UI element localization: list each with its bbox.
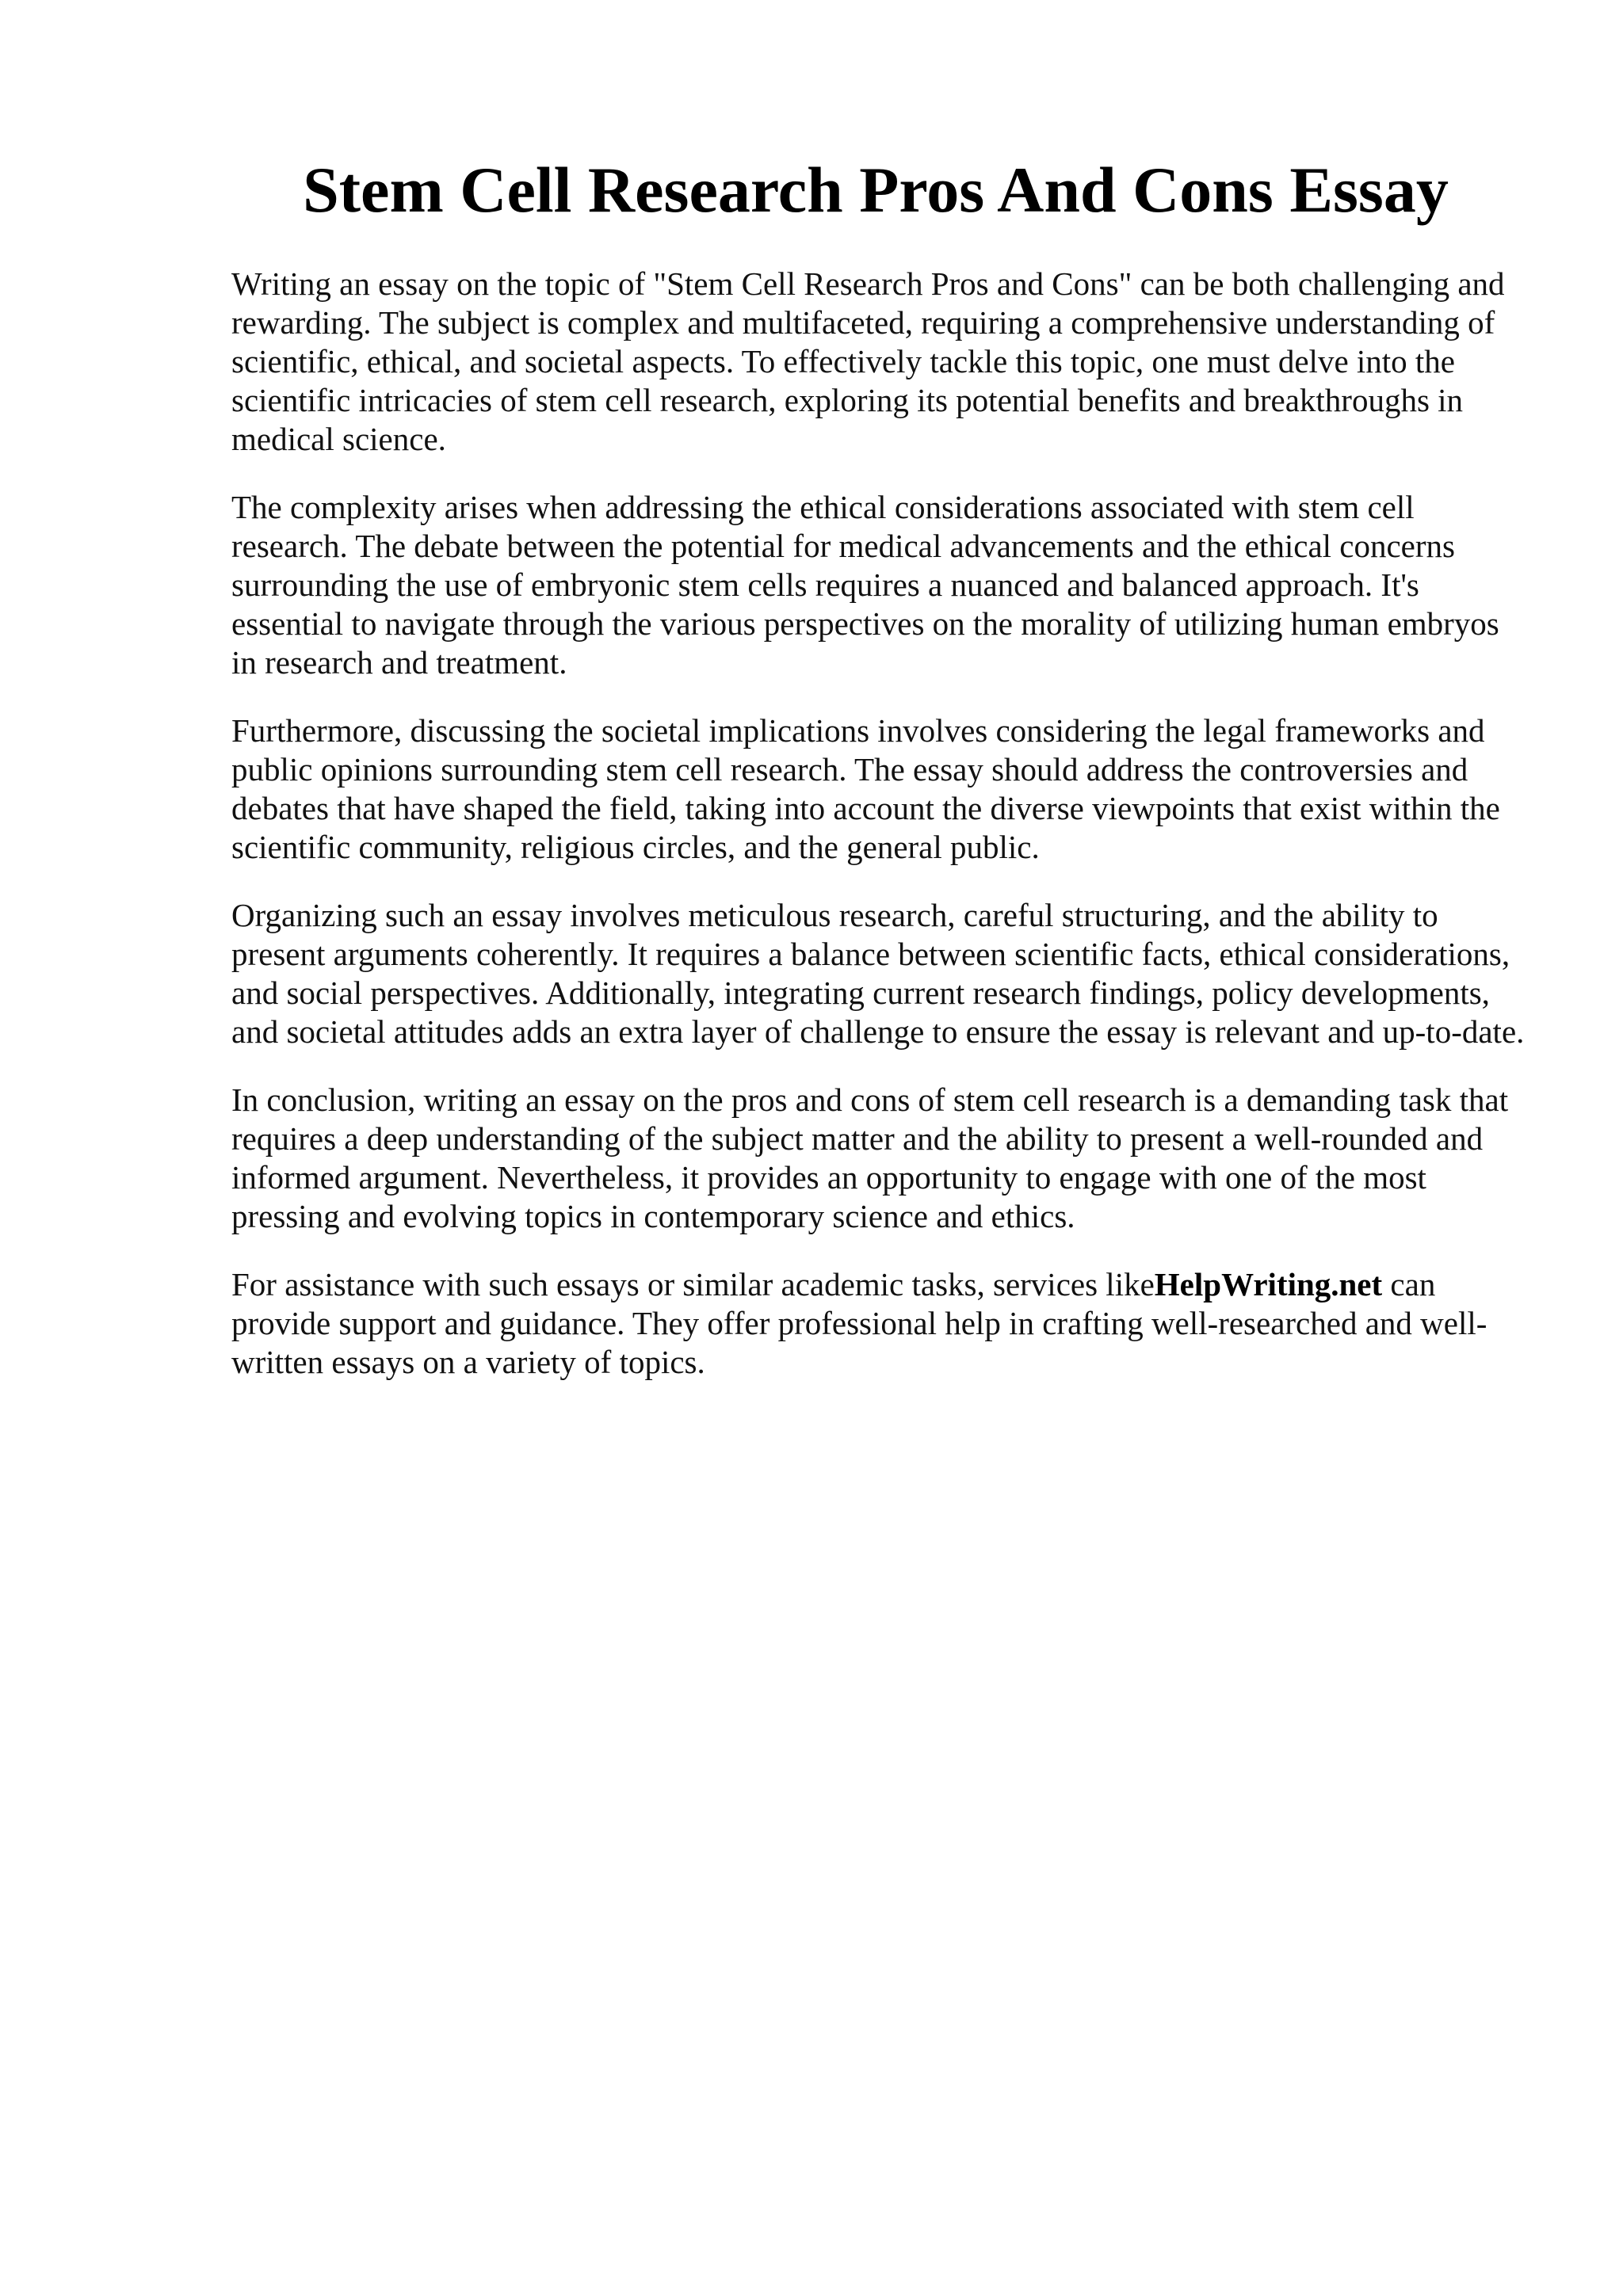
brand-name: HelpWriting.net — [1154, 1266, 1383, 1302]
closing-text-after: can provide support and guidance. They offer professional help in crafting well-researched and well-written essays on a variety of topics. — [231, 1266, 1487, 1380]
paragraph-ethics: The complexity arises when addressing the ethical considerations associated with stem cell research. The debate between the potential for medical advancements and the ethical concerns surrounding the use of embryonic stem cells requires a nuanced and balanced approach. It's essential to navigate through the various perspectives on the morality of utilizing human embryos in research and treatment. — [231, 489, 1499, 681]
paragraph-intro: Writing an essay on the topic of "Stem Cell Research Pros and Cons" can be both challenging and rewarding. The subject is complex and multifaceted, requiring a comprehensive understanding of scientific, ethical, and societal aspects. To effectively tackle this topic, one must delve into the scientific intricacies of stem cell research, exploring its potential benefits and breakthroughs in medical science. — [231, 265, 1505, 457]
page-title: Stem Cell Research Pros And Cons Essay — [303, 154, 1449, 226]
essay-body — [231, 265, 1531, 1411]
paragraph-organizing: Organizing such an essay involves meticulous research, careful structuring, and the ability to present arguments coherently. It requires a balance between scientific facts, ethical considerations, and social perspectives. Additionally, integrating current research findings, policy developments, and societal attitudes adds an extra layer of challenge to ensure the essay is relevant and up-to-date. — [231, 897, 1525, 1050]
paragraph-closing — [231, 1265, 1531, 1382]
paragraph-conclusion: In conclusion, writing an essay on the pros and cons of stem cell research is a demanding task that requires a deep understanding of the subject matter and the ability to present a well-rounded and informed argument. Nevertheless, it provides an opportunity to engage with one of the most pressing and evolving topics in contemporary science and ethics. — [231, 1081, 1509, 1234]
paragraph-societal: Furthermore, discussing the societal implications involves considering the legal frameworks and public opinions surrounding stem cell research. The essay should address the controversies and debates that have shaped the field, taking into account the diverse viewpoints that exist within the scientific community, religious circles, and the general public. — [231, 712, 1500, 865]
closing-text-before: For assistance with such essays or similar academic tasks, services like — [231, 1266, 1155, 1302]
